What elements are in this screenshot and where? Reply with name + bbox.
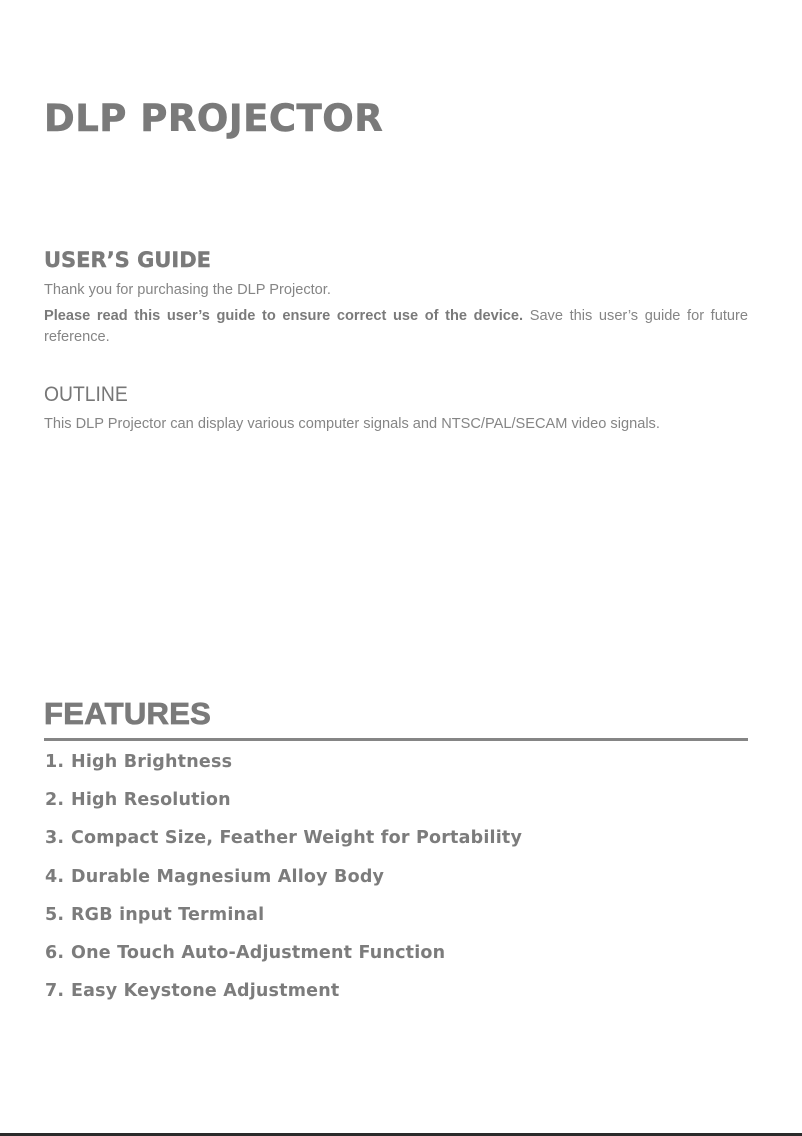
- features-heading: FEATURES: [44, 696, 212, 731]
- document-title: DLP PROJECTOR: [44, 97, 384, 140]
- features-list: [45, 752, 522, 1019]
- please-read-rest: Save this user’s guide for future reference.: [44, 308, 749, 345]
- feature-item: 2. High Resolution: [45, 790, 231, 811]
- outline-heading: OUTLINE: [44, 383, 128, 406]
- please-read-emphasis: Please read this user’s guide to ensure correct use of the device.: [44, 308, 524, 324]
- feature-item: 6. One Touch Auto-Adjustment Function: [45, 942, 446, 963]
- feature-item: 3. Compact Size, Feather Weight for Portability: [45, 828, 523, 849]
- feature-item: 5. RGB input Terminal: [45, 904, 265, 925]
- please-read-paragraph: [44, 306, 748, 348]
- feature-item: 4. Durable Magnesium Alloy Body: [45, 866, 385, 887]
- outline-paragraph: This DLP Projector can display various computer signals and NTSC/PAL/SECAM video signals.: [44, 416, 660, 432]
- feature-item: 7. Easy Keystone Adjustment: [45, 981, 340, 1002]
- thanks-paragraph: Thank you for purchasing the DLP Projector.: [44, 282, 331, 298]
- feature-item: 1. High Brightness: [45, 752, 233, 772]
- features-divider: [44, 738, 748, 741]
- users-guide-heading: USER’S GUIDE: [44, 248, 211, 272]
